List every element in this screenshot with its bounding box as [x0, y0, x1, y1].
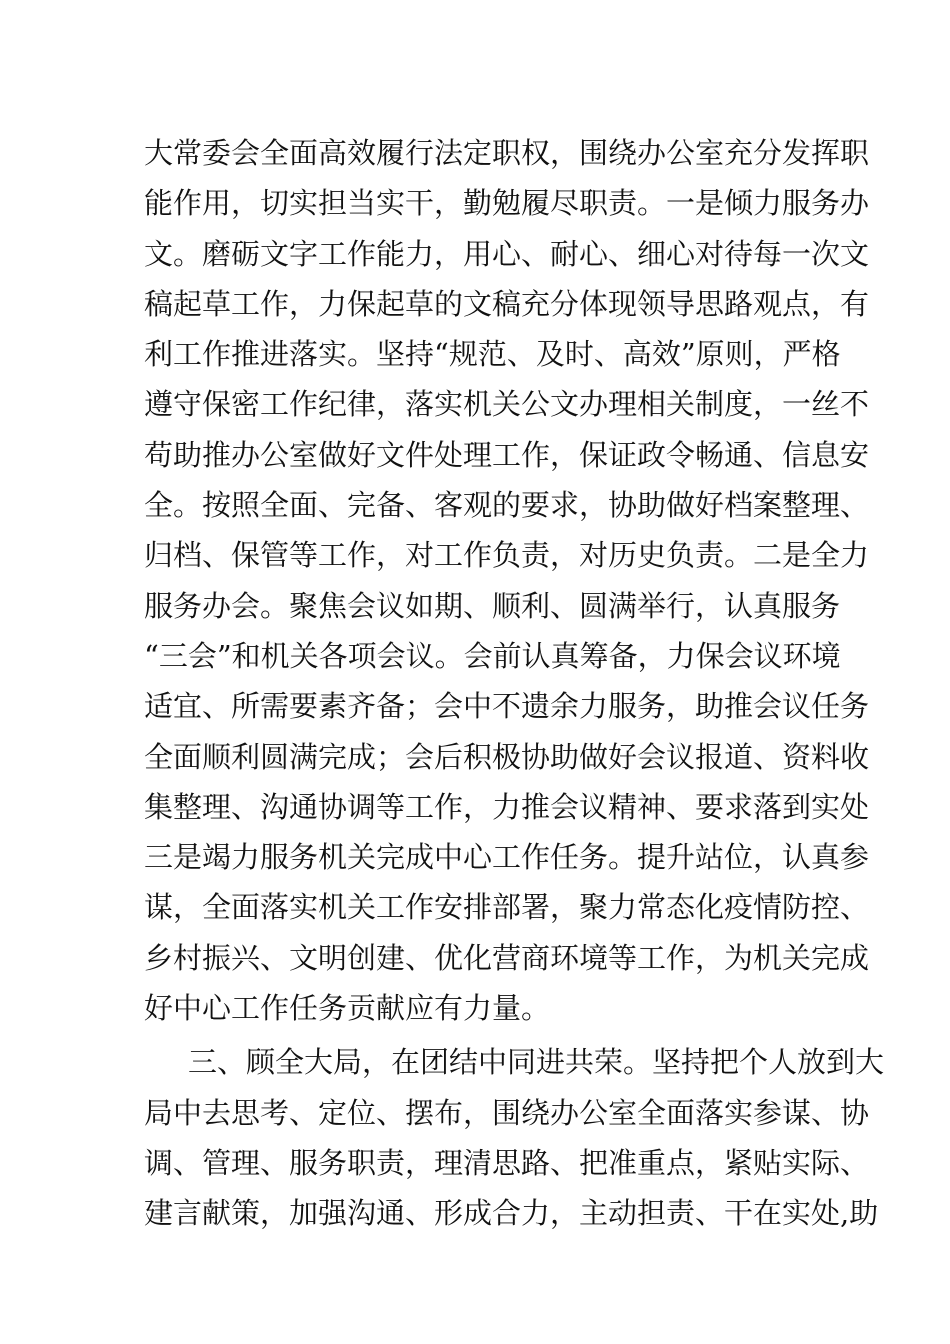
text-line: 调、管理、服务职责，理清思路、把准重点，紧贴实际、 [144, 1145, 870, 1180]
body-text [144, 128, 885, 1239]
text-line: 集整理、沟通协调等工作，力推会议精神、要求落到实处 [144, 789, 870, 824]
text-line: 遵守保密工作纪律，落实机关公文办理相关制度，一丝不 [144, 387, 870, 422]
text-line: 服务办会。聚焦会议如期、顺利、圆满举行，认真服务 [144, 588, 841, 623]
text-line: 稿起草工作，力保起草的文稿充分体现领导思路观点，有 [144, 286, 870, 321]
text-line: 局中去思考、定位、摆布，围绕办公室全面落实参谋、协 [144, 1095, 870, 1130]
text-line: 利工作推进落实。坚持“规范、及时、高效”原则，严格 [144, 337, 841, 372]
text-line: 能作用，切实担当实干，勤勉履尽职责。一是倾力服务办 [144, 186, 870, 221]
text-line: 三、顾全大局，在团结中同进共荣。坚持把个人放到大 [188, 1045, 885, 1080]
text-line: 文。磨砺文字工作能力，用心、耐心、细心对待每一次文 [144, 236, 870, 271]
text-line: “三会”和机关各项会议。会前认真筹备，力保会议环境 [144, 638, 841, 673]
text-line: 全。按照全面、完备、客观的要求，协助做好档案整理、 [144, 488, 870, 523]
paragraph-1 [144, 128, 870, 1033]
text-line: 苟助推办公室做好文件处理工作，保证政令畅通、信息安 [144, 437, 870, 472]
text-line: 谋，全面落实机关工作安排部署，聚力常态化疫情防控、 [144, 890, 870, 925]
text-line: 好中心工作任务贡献应有力量。 [144, 991, 551, 1026]
text-line: 归档、保管等工作，对工作负责，对历史负责。二是全力 [144, 538, 870, 573]
text-line: 乡村振兴、文明创建、优化营商环境等工作，为机关完成 [144, 940, 870, 975]
text-line: 适宜、所需要素齐备；会中不遗余力服务，助推会议任务 [144, 689, 870, 724]
text-line: 全面顺利圆满完成；会后积极协助做好会议报道、资料收 [144, 739, 870, 774]
text-line: 三是竭力服务机关完成中心工作任务。提升站位，认真参 [144, 840, 870, 875]
text-line: 大常委会全面高效履行法定职权，围绕办公室充分发挥职 [144, 136, 870, 170]
paragraph-2 [144, 1037, 885, 1238]
text-line: 建言献策，加强沟通、形成合力，主动担责、干在实处,助 [144, 1196, 879, 1231]
